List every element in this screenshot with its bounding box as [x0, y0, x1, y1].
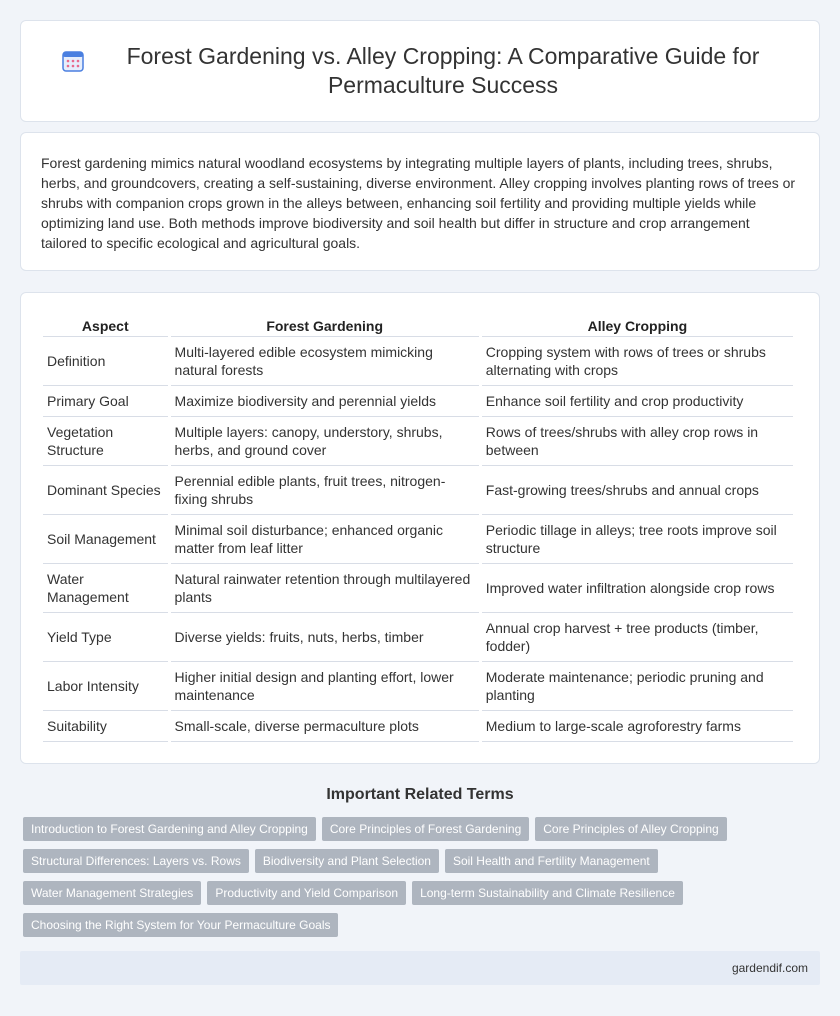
cell-aspect: Primary Goal	[43, 386, 168, 417]
related-term-tag[interactable]: Water Management Strategies	[23, 881, 201, 905]
table-header-row	[43, 311, 793, 337]
cell-aspect: Labor Intensity	[43, 662, 168, 711]
related-term-tag[interactable]: Choosing the Right System for Your Permaculture Goals	[23, 913, 338, 937]
header-forest-gardening: Forest Gardening	[171, 311, 479, 337]
related-term-tag[interactable]: Productivity and Yield Comparison	[207, 881, 406, 905]
related-term-tag[interactable]: Core Principles of Forest Gardening	[322, 817, 529, 841]
related-term-tag[interactable]: Core Principles of Alley Cropping	[535, 817, 726, 841]
cell-alley-cropping: Annual crop harvest + tree products (timber, fodder)	[482, 613, 793, 662]
cell-alley-cropping: Enhance soil fertility and crop productivity	[482, 386, 793, 417]
footer-site-link[interactable]: gardendif.com	[731, 961, 808, 975]
table-row	[43, 711, 793, 742]
cell-aspect: Yield Type	[43, 613, 168, 662]
cell-aspect: Vegetation Structure	[43, 417, 168, 466]
cell-forest-gardening: Small-scale, diverse permaculture plots	[171, 711, 479, 742]
table-row	[43, 466, 793, 515]
cell-aspect: Suitability	[43, 711, 168, 742]
table-row	[43, 515, 793, 564]
intro-paragraph: Forest gardening mimics natural woodland ecosystems by integrating multiple layers of plants, including trees, shrubs, herbs, and groundcovers, creating a self-sustaining, diverse environment. Alley cropping involves planting rows of trees or shrubs with companion crops grown in the alleys between, enhancing soil fertility and providing multiple yields while optimizing land use. Both methods improve biodiversity and soil health but differ in structure and crop arrangement tailored to specific ecological and agricultural goals.	[41, 155, 796, 251]
cell-forest-gardening: Higher initial design and planting effort, lower maintenance	[171, 662, 479, 711]
table-row	[43, 613, 793, 662]
table-row	[43, 662, 793, 711]
cell-forest-gardening: Multiple layers: canopy, understory, shrubs, herbs, and ground cover	[171, 417, 479, 466]
cell-forest-gardening: Maximize biodiversity and perennial yields	[171, 386, 479, 417]
cell-alley-cropping: Rows of trees/shrubs with alley crop rows in between	[482, 417, 793, 466]
table-row	[43, 337, 793, 386]
calendar-grid-icon	[61, 49, 85, 73]
related-term-tag[interactable]: Long-term Sustainability and Climate Resilience	[412, 881, 683, 905]
cell-alley-cropping: Moderate maintenance; periodic pruning and planting	[482, 662, 793, 711]
cell-aspect: Definition	[43, 337, 168, 386]
header-card	[20, 20, 820, 122]
cell-alley-cropping: Medium to large-scale agroforestry farms	[482, 711, 793, 742]
comparison-table	[40, 311, 796, 742]
cell-aspect: Soil Management	[43, 515, 168, 564]
cell-alley-cropping: Improved water infiltration alongside crop rows	[482, 564, 793, 613]
cell-alley-cropping: Fast-growing trees/shrubs and annual crops	[482, 466, 793, 515]
related-term-tag[interactable]: Structural Differences: Layers vs. Rows	[23, 849, 249, 873]
cell-forest-gardening: Diverse yields: fruits, nuts, herbs, timber	[171, 613, 479, 662]
table-row	[43, 386, 793, 417]
table-row	[43, 417, 793, 466]
table-row	[43, 564, 793, 613]
cell-forest-gardening: Perennial edible plants, fruit trees, nitrogen-fixing shrubs	[171, 466, 479, 515]
comparison-card	[20, 292, 820, 764]
related-term-tag[interactable]: Introduction to Forest Gardening and Alley Cropping	[23, 817, 316, 841]
page-title: Forest Gardening vs. Alley Cropping: A Comparative Guide for Permaculture Success	[126, 43, 760, 98]
header-alley-cropping: Alley Cropping	[482, 311, 793, 337]
footer	[20, 951, 820, 985]
cell-forest-gardening: Minimal soil disturbance; enhanced organic matter from leaf litter	[171, 515, 479, 564]
related-terms-list	[23, 817, 823, 945]
related-term-tag[interactable]: Biodiversity and Plant Selection	[255, 849, 439, 873]
related-term-tag[interactable]: Soil Health and Fertility Management	[445, 849, 658, 873]
cell-alley-cropping: Periodic tillage in alleys; tree roots improve soil structure	[482, 515, 793, 564]
cell-alley-cropping: Cropping system with rows of trees or shrubs alternating with crops	[482, 337, 793, 386]
cell-aspect: Dominant Species	[43, 466, 168, 515]
cell-forest-gardening: Natural rainwater retention through multilayered plants	[171, 564, 479, 613]
related-terms-heading: Important Related Terms	[326, 786, 514, 803]
header-aspect: Aspect	[43, 311, 168, 337]
intro-card	[20, 132, 820, 271]
cell-aspect: Water Management	[43, 564, 168, 613]
cell-forest-gardening: Multi-layered edible ecosystem mimicking natural forests	[171, 337, 479, 386]
